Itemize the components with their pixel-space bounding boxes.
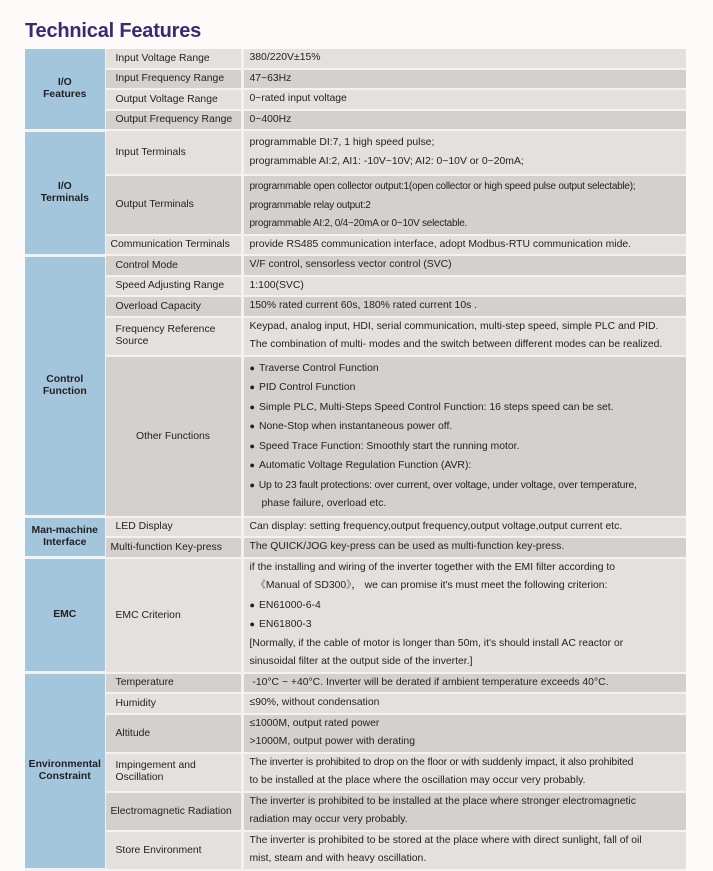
bullet-item: ● None-Stop when instantaneous power off.	[250, 417, 687, 437]
value-line: The inverter is prohibited to drop on the floor or with suddenly impact, it also prohibited	[249, 756, 634, 768]
bullet-item: ● EN61800-3	[250, 615, 687, 635]
spec-name: Output Terminals	[105, 175, 242, 235]
value-line: 1:100(SVC)	[249, 279, 304, 291]
bullet-item: ● Speed Trace Function: Smoothly start the running motor.	[250, 437, 687, 457]
spec-name: Electromagnetic Radiation	[105, 792, 242, 831]
technical-features-table	[25, 49, 686, 871]
value-line: -10°C ~ +40°C. Inverter will be derated if ambient temperature exceeds 40°C.	[249, 676, 609, 688]
table-row	[25, 255, 686, 276]
value-line: 0~rated input voltage	[249, 93, 347, 104]
value-line: provide RS485 communication interface, adopt Modbus-RTU communication mide.	[249, 238, 632, 250]
spec-value	[242, 235, 686, 256]
category-label: EMC	[53, 609, 77, 620]
spec-value	[242, 673, 686, 694]
spec-name: Overload Capacity	[105, 296, 242, 317]
category-label: Function	[42, 385, 87, 397]
value-line: ≤1000M, output rated power	[249, 717, 380, 729]
spec-name: Input Terminals	[105, 130, 242, 175]
spec-value	[242, 276, 686, 297]
table-row	[25, 110, 686, 131]
spec-value	[242, 517, 686, 538]
category-label: Terminals	[40, 192, 89, 204]
value-line: The inverter is prohibited to be installed at the place where stronger electromagnetic	[249, 795, 636, 807]
spec-value	[242, 317, 686, 356]
category-label: Environmental	[28, 759, 101, 770]
category-label: Man-machine	[31, 525, 98, 536]
table-row	[25, 673, 686, 694]
category-label: Features	[43, 88, 87, 100]
spec-name: Altitude	[105, 714, 242, 753]
spec-name: Multi-function Key-press	[105, 537, 242, 558]
table-row	[25, 537, 686, 558]
value-line: programmable DI:7, 1 high speed pulse;	[249, 137, 435, 148]
category-label: Constraint	[38, 771, 91, 782]
category-man-machine-interface	[25, 517, 105, 558]
table-row	[25, 49, 686, 69]
spec-value	[242, 753, 686, 792]
category-label: I/O	[57, 180, 72, 192]
table-row	[25, 753, 686, 792]
table-row	[25, 693, 686, 714]
table-row	[25, 235, 686, 256]
value-line: programmable relay output:2	[249, 199, 371, 211]
table-row	[25, 175, 686, 235]
table-row	[25, 558, 686, 673]
value-line: sinusoidal filter at the output side of the inverter.]	[249, 656, 473, 667]
bullet-item: ● PID Control Function	[250, 378, 687, 398]
value-line: Keypad, analog input, HDI, serial communication, multi-step speed, simple PLC and PID.	[249, 320, 659, 332]
category-io-terminals	[25, 130, 105, 255]
value-line: 《Manual of SD300》， we can promise it's must meet the following criterion:	[255, 580, 608, 591]
spec-value	[242, 89, 686, 110]
spec-name: Temperature	[105, 673, 242, 694]
value-line: The combination of multi- modes and the switch between different modes can be realized.	[249, 339, 663, 350]
value-line: to be installed at the place where the oscillation may occur very probably.	[249, 775, 586, 786]
spec-value	[242, 792, 686, 831]
table-row	[25, 517, 686, 538]
value-line: 150% rated current 60s, 180% rated current 10s .	[249, 300, 478, 311]
bullet-item: ● Automatic Voltage Regulation Function (AVR):	[250, 456, 687, 476]
table-row	[25, 831, 686, 870]
spec-name: Control Mode	[105, 255, 242, 276]
spec-value	[242, 69, 686, 90]
value-line: programmable AI:2, 0/4~20mA or 0~10V selectable.	[249, 218, 468, 229]
value-line: if the installing and wiring of the inverter together with the EMI filter according to	[249, 561, 616, 573]
spec-name: Input Voltage Range	[105, 49, 242, 69]
spec-name: Humidity	[105, 693, 242, 714]
table-row	[25, 356, 686, 517]
value-line: programmable AI:2, AI1: -10V~10V; AI2: 0~10V or 0~20mA;	[249, 155, 524, 167]
category-environmental-constraint	[25, 673, 105, 870]
spec-value	[242, 537, 686, 558]
table-row	[25, 317, 686, 356]
spec-name-text: Frequency Reference Source	[115, 324, 216, 347]
spec-value	[242, 49, 686, 69]
category-label: I/O	[57, 76, 72, 88]
table-row	[25, 276, 686, 297]
value-line: 380/220V±15%	[249, 52, 321, 63]
value-line: >1000M, output power with derating	[249, 736, 415, 747]
spec-name: Speed Adjusting Range	[105, 276, 242, 297]
spec-name: Output Voltage Range	[105, 89, 242, 110]
value-line: 47~63Hz	[249, 72, 292, 84]
value-line: Can display: setting frequency,output frequency,output voltage,output current etc.	[249, 520, 623, 532]
value-line: mist, steam and with heavy oscillation.	[249, 853, 427, 864]
value-line: programmable open collector output:1(open collector or high speed pulse output selectable);	[249, 181, 636, 192]
table-row	[25, 714, 686, 753]
value-line: V/F control, sensorless vector control (SVC)	[249, 259, 452, 270]
category-control-function	[25, 255, 105, 517]
table-row	[25, 69, 686, 90]
spec-value	[242, 175, 686, 235]
spec-value	[242, 831, 686, 870]
spec-name: Communication Terminals	[105, 235, 242, 256]
spec-name: Output Frequency Range	[105, 110, 242, 131]
table-row	[25, 130, 686, 175]
value-line: radiation may occur very probably.	[249, 814, 408, 825]
category-label: Control	[46, 373, 84, 385]
page-title: Technical Features	[25, 20, 202, 42]
table-row	[25, 792, 686, 831]
spec-value	[242, 110, 686, 131]
spec-value	[242, 255, 686, 276]
spec-name: Store Environment	[105, 831, 242, 870]
spec-value	[242, 558, 686, 673]
spec-name: LED Display	[105, 517, 242, 538]
value-line: [Normally, if the cable of motor is longer than 50m, it's should install AC reactor or	[249, 637, 624, 649]
spec-value	[242, 356, 686, 517]
bullet-item: ● Up to 23 fault protections: over current, over voltage, under voltage, over temperature,	[250, 476, 687, 496]
category-io-features	[25, 49, 105, 130]
table-row	[25, 296, 686, 317]
spec-value	[242, 130, 686, 175]
table-row	[25, 89, 686, 110]
spec-value	[242, 693, 686, 714]
bullet-continuation: phase failure, overload etc.	[261, 498, 387, 509]
spec-value	[242, 714, 686, 753]
value-line: 0~400Hz	[249, 113, 292, 125]
spec-name: Input Frequency Range	[105, 69, 242, 90]
spec-name	[105, 317, 242, 356]
spec-name: Other Functions	[105, 356, 242, 517]
value-line: The QUICK/JOG key-press can be used as multi-function key-press.	[249, 541, 565, 552]
value-line: The inverter is prohibited to be stored at the place where with direct sunlight, fall of oil	[249, 834, 642, 846]
bullet-item: ● EN61000-6-4	[250, 596, 687, 616]
spec-name	[105, 753, 242, 792]
category-label: Interface	[43, 537, 87, 548]
spec-value	[242, 296, 686, 317]
bullet-item: ● Simple PLC, Multi-Steps Speed Control Function: 16 steps speed can be set.	[250, 398, 687, 418]
spec-name: EMC Criterion	[105, 558, 242, 673]
value-line: ≤90%, without condensation	[249, 697, 380, 708]
spec-name-text: Impingement and Oscillation	[115, 760, 196, 783]
category-emc	[25, 558, 105, 673]
bullet-item: ● Traverse Control Function	[250, 359, 687, 379]
